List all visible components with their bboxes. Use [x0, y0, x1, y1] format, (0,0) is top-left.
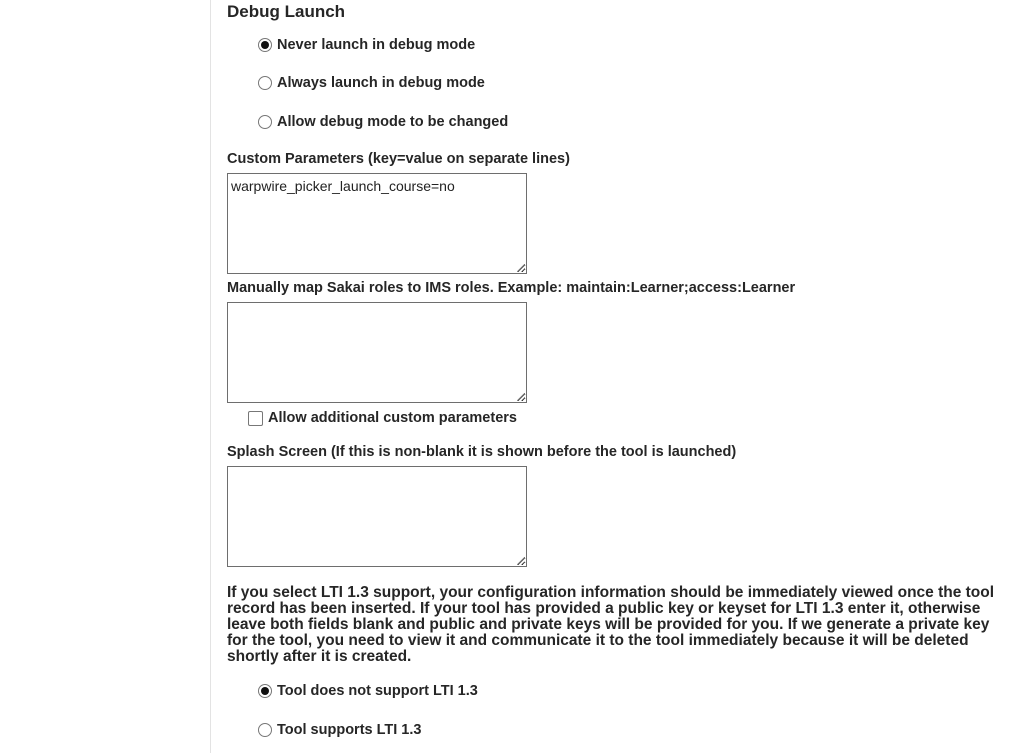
radio-always-debug[interactable] — [258, 75, 485, 91]
resize-grip-icon[interactable] — [517, 264, 525, 272]
role-map-label: Manually map Sakai roles to IMS roles. Example: maintain:Learner;access:Learner — [227, 280, 796, 296]
radio-never-debug[interactable] — [258, 37, 475, 53]
radio-no-lti13[interactable] — [258, 683, 478, 699]
custom-parameters-textarea[interactable] — [227, 173, 527, 274]
radio-label: Tool supports LTI 1.3 — [277, 722, 422, 738]
radio-label: Allow debug mode to be changed — [277, 114, 509, 130]
role-map-textarea[interactable] — [227, 302, 527, 403]
radio-button[interactable] — [258, 723, 272, 737]
allow-custom-params-checkbox-row[interactable] — [248, 410, 517, 426]
radio-label: Tool does not support LTI 1.3 — [277, 683, 478, 699]
debug-launch-heading: Debug Launch — [227, 2, 346, 21]
radio-button-checked[interactable] — [258, 684, 272, 698]
splash-screen-textarea[interactable] — [227, 466, 527, 567]
radio-button[interactable] — [258, 115, 272, 129]
resize-grip-icon[interactable] — [517, 393, 525, 401]
radio-supports-lti13[interactable] — [258, 722, 421, 738]
custom-parameters-label: Custom Parameters (key=value on separate lines) — [227, 151, 570, 167]
radio-button-checked[interactable] — [258, 38, 272, 52]
custom-parameters-value: warpwire_picker_launch_course=no — [231, 178, 455, 194]
radio-allow-debug-change[interactable] — [258, 114, 508, 130]
lti13-info-text: If you select LTI 1.3 support, your configuration information should be immediately viewed once the tool record has been inserted. If your tool has provided a public key or keyset for LTI 1.3 enter it, otherwise leave both fields blank and public and private keys will be provided for you. If we generate a private key for the tool, you need to view it and communicate it to the tool immediately because it will be deleted shortly after it is created. — [227, 584, 995, 665]
checkbox-label: Allow additional custom parameters — [268, 410, 517, 426]
radio-label: Always launch in debug mode — [277, 75, 485, 91]
allow-custom-params-checkbox[interactable] — [248, 411, 263, 426]
resize-grip-icon[interactable] — [517, 557, 525, 565]
splash-screen-label: Splash Screen (If this is non-blank it is shown before the tool is launched) — [227, 444, 737, 460]
left-gutter — [0, 0, 211, 753]
lti-tool-form — [227, 0, 1017, 753]
radio-label: Never launch in debug mode — [277, 37, 476, 53]
radio-button[interactable] — [258, 76, 272, 90]
